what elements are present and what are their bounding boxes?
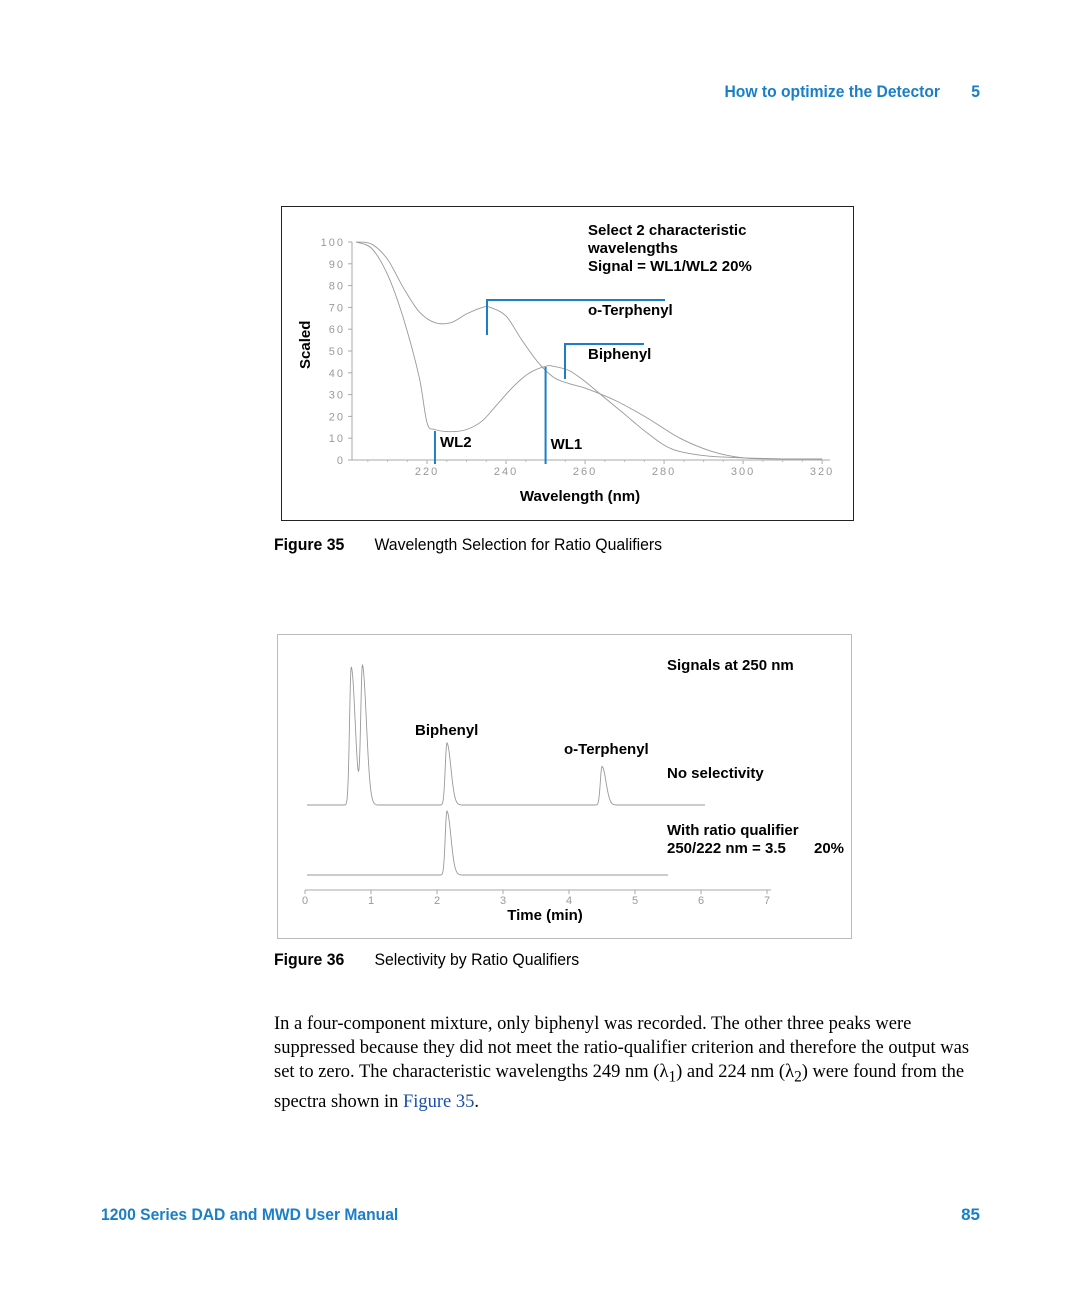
figure-36-chart xyxy=(278,635,851,938)
x-tick-label: 300 xyxy=(730,466,756,478)
figure-35 xyxy=(281,206,854,521)
y-tick-label: 70 xyxy=(328,302,345,315)
lambda-1: λ xyxy=(659,1062,669,1082)
y-axis-label: Scaled xyxy=(297,320,314,369)
body-part-4: . xyxy=(474,1091,480,1112)
y-tick-label: 0 xyxy=(336,455,345,467)
footer-manual-title: 1200 Series DAD and MWD User Manual xyxy=(101,1205,399,1224)
figure-35-chart xyxy=(282,207,853,520)
x-tick-label: 280 xyxy=(651,466,677,478)
no-selectivity-label: No selectivity xyxy=(667,765,764,782)
ratio-label-line-2: 250/222 nm = 3.5 xyxy=(667,840,786,857)
header-title: How to optimize the Detector xyxy=(724,82,941,101)
body-paragraph xyxy=(274,1012,984,1114)
body-part-2: ) and 224 nm ( xyxy=(676,1062,786,1082)
lambda-1-sub: 1 xyxy=(668,1068,677,1086)
figure-36 xyxy=(277,634,852,939)
note-line-2: wavelengths xyxy=(588,240,679,257)
signals-label: Signals at 250 nm xyxy=(667,657,794,674)
time-tick-label: 5 xyxy=(631,895,639,907)
lambda-2-sub: 2 xyxy=(794,1068,802,1086)
footer-page-number: 85 xyxy=(961,1205,980,1224)
time-tick-label: 2 xyxy=(433,895,441,907)
terphenyl-peak-label: o-Terphenyl xyxy=(564,741,649,758)
figure-36-caption xyxy=(274,950,579,970)
time-tick-label: 1 xyxy=(367,895,375,907)
page-header xyxy=(630,82,980,102)
body-part-3: ) were found from the spectra shown in xyxy=(274,1062,965,1112)
time-tick-label: 7 xyxy=(763,895,771,907)
time-tick-label: 4 xyxy=(565,895,573,907)
y-tick-label: 80 xyxy=(328,280,345,293)
y-tick-label: 20 xyxy=(328,411,345,424)
time-tick-label: 6 xyxy=(697,895,705,907)
note-line-1: Select 2 characteristic xyxy=(588,222,747,239)
x-tick-label: 240 xyxy=(493,466,519,478)
x-tick-label: 320 xyxy=(809,466,835,478)
biphenyl-peak-label: Biphenyl xyxy=(415,722,479,739)
y-tick-label: 30 xyxy=(328,389,345,402)
wl1-label: WL1 xyxy=(550,436,583,453)
x-axis-label: Wavelength (nm) xyxy=(519,488,641,505)
time-ticks xyxy=(302,890,770,907)
ratio-label-line-1: With ratio qualifier xyxy=(667,822,799,839)
lambda-2: λ xyxy=(785,1062,795,1082)
note-line-3: Signal = WL1/WL2 20% xyxy=(588,258,752,275)
body-part-1: In a four-component mixture, only biphenyl was recorded. The other three peaks were suppressed because they did not meet the ratio-qualifier criterion and therefore the output was set to zero. The characteristic wavelengths 249 nm ( xyxy=(274,1014,970,1082)
y-tick-label: 10 xyxy=(328,433,345,446)
y-ticks xyxy=(321,237,352,467)
header-chapter: 5 xyxy=(971,82,980,101)
figure-35-caption xyxy=(274,535,662,555)
x-ticks xyxy=(368,460,834,478)
figure-35-label: Figure 35 xyxy=(274,535,345,554)
time-tick-label: 0 xyxy=(301,895,309,907)
terphenyl-label: o-Terphenyl xyxy=(588,302,673,319)
x-tick-label: 260 xyxy=(572,466,598,478)
wl2-label: WL2 xyxy=(439,434,472,451)
figure-35-link[interactable]: Figure 35 xyxy=(402,1091,475,1112)
x-tick-label: 220 xyxy=(414,466,440,478)
y-tick-label: 40 xyxy=(328,367,345,380)
figure-35-caption-text: Wavelength Selection for Ratio Qualifiers xyxy=(374,535,663,554)
y-tick-label: 50 xyxy=(328,346,345,358)
ratio-label-percent: 20% xyxy=(814,840,845,857)
y-tick-label: 60 xyxy=(328,324,345,337)
trace-ratio-qualifier xyxy=(307,811,668,875)
y-tick-label: 90 xyxy=(328,258,345,271)
time-tick-label: 3 xyxy=(499,895,507,907)
biphenyl-label: Biphenyl xyxy=(588,346,652,363)
trace-no-selectivity xyxy=(307,665,705,805)
figure-36-label: Figure 36 xyxy=(274,950,345,969)
y-tick-label: 100 xyxy=(320,237,345,249)
figure-36-caption-text: Selectivity by Ratio Qualifiers xyxy=(374,950,580,969)
time-axis-label: Time (min) xyxy=(507,907,583,924)
